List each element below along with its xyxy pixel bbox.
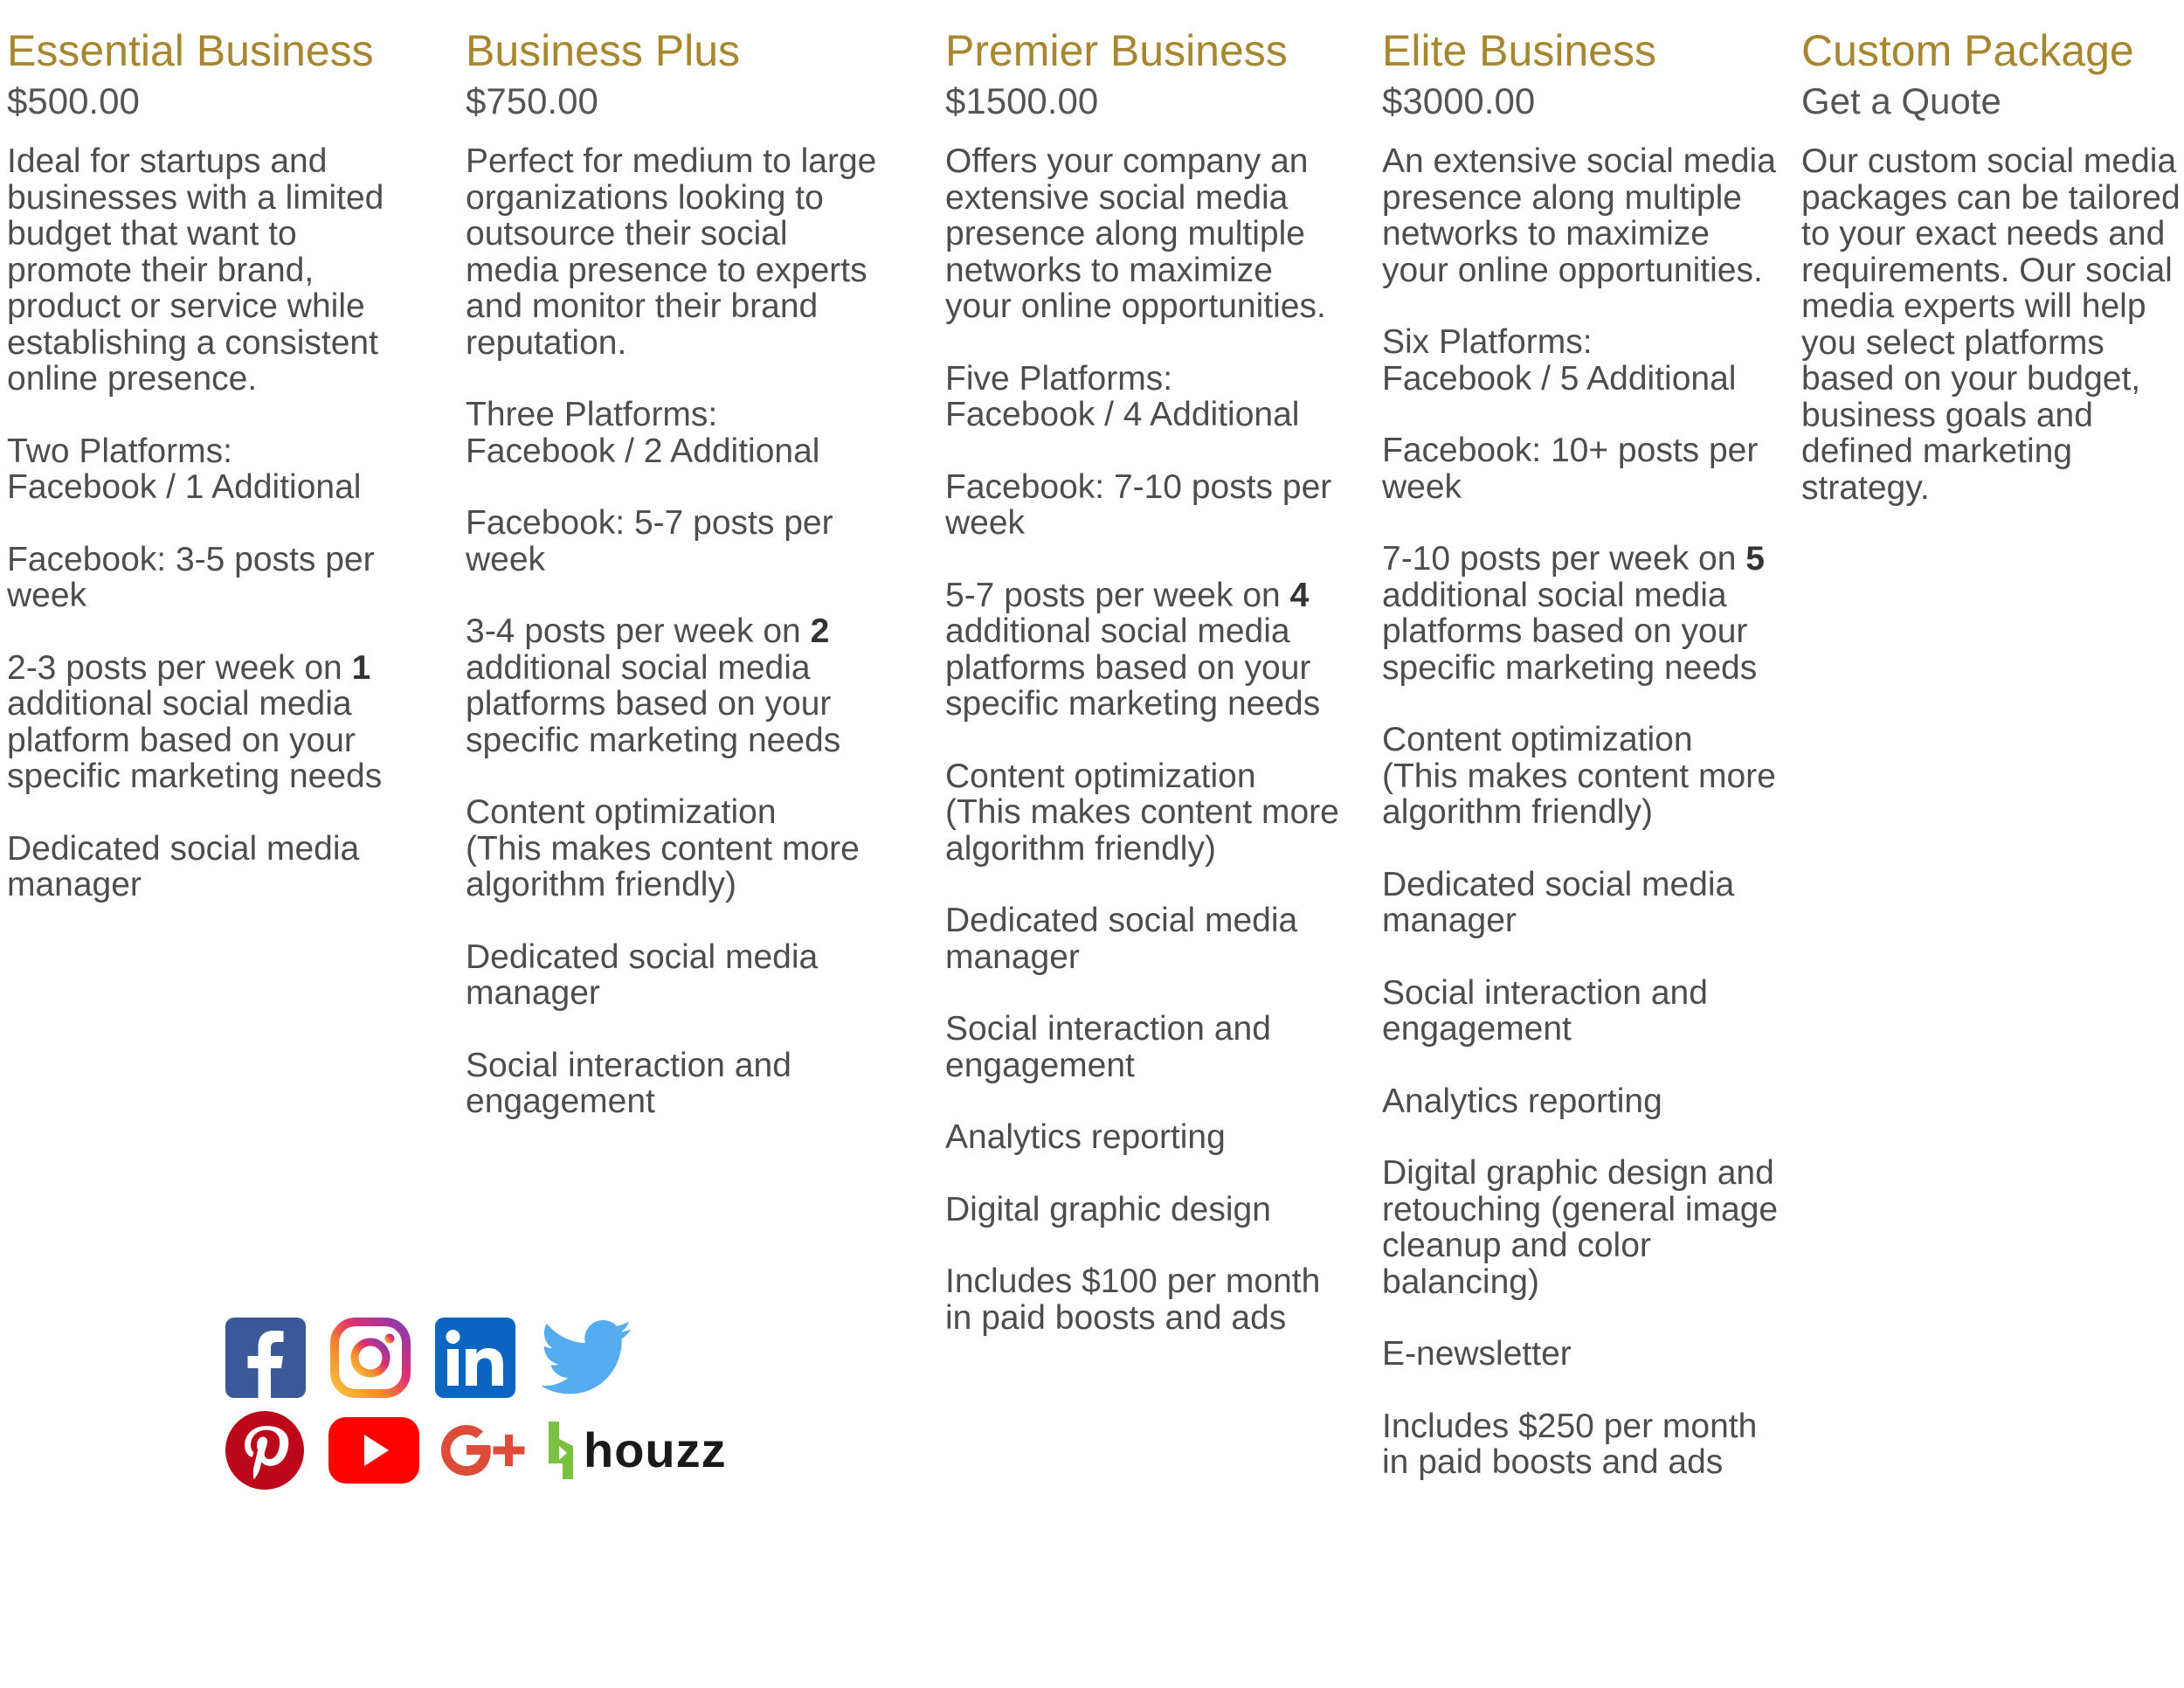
text-line: Five Platforms: — [945, 359, 1173, 398]
social-icons-row-2 — [225, 1411, 727, 1490]
posts-prefix: 5-7 posts per week on — [945, 576, 1290, 614]
text-line: An extensive social media — [1382, 142, 1776, 180]
text-line: reputation. — [466, 323, 627, 362]
text-line: to your exact needs and — [1801, 215, 2166, 253]
package-platforms — [466, 397, 920, 469]
text-line: platforms based on your — [466, 685, 832, 723]
text-line: Digital graphic design and — [1382, 1154, 1774, 1192]
package-facebook-posts — [945, 469, 1373, 542]
text-line: cleanup and color — [1382, 1227, 1651, 1264]
text-line: Offers your company an — [945, 142, 1309, 180]
facebook-icon — [225, 1318, 306, 1398]
houzz-wordmark: houzz — [584, 1422, 727, 1477]
platform-count: 4 — [1289, 576, 1310, 614]
text-line — [7, 650, 444, 687]
package-feature — [466, 794, 920, 903]
package-facebook-posts — [7, 542, 444, 614]
text-line: Perfect for medium to large — [466, 142, 877, 180]
text-line: requirements. Our social — [1801, 251, 2173, 289]
package-title: Premier Business — [945, 26, 1288, 75]
package-custom-package — [1801, 24, 2181, 542]
text-line: online presence. — [7, 360, 258, 398]
text-line: manager — [1382, 902, 1517, 939]
text-line: Facebook / 5 Additional — [1382, 359, 1737, 398]
package-facebook-posts — [466, 505, 920, 578]
text-line: engagement — [466, 1083, 655, 1120]
text-line: retouching (general image — [1382, 1190, 1779, 1228]
text-line: balancing) — [1382, 1263, 1539, 1301]
text-line: Three Platforms: — [466, 396, 718, 433]
package-facebook-posts — [1382, 432, 1801, 505]
text-line: Facebook: 10+ posts per — [1382, 432, 1759, 469]
twitter-icon — [542, 1319, 632, 1396]
package-title: Elite Business — [1382, 26, 1657, 75]
text-line: additional social media — [466, 648, 811, 687]
text-line: algorithm friendly) — [466, 866, 736, 903]
text-line: your online opportunities. — [1382, 251, 1763, 289]
text-line: manager — [945, 937, 1080, 976]
google-plus-icon — [435, 1417, 533, 1484]
package-price: $1500.00 — [945, 80, 1099, 121]
text-line: Facebook: 7-10 posts per — [945, 467, 1332, 506]
text-line — [466, 613, 920, 650]
package-feature — [1382, 722, 1801, 831]
social-icons-row-1 — [225, 1318, 632, 1398]
package-description — [1382, 143, 1801, 288]
package-feature — [945, 1011, 1373, 1083]
package-elite-business — [1382, 24, 1801, 1517]
text-line: algorithm friendly) — [1382, 793, 1653, 831]
youtube-icon — [328, 1417, 419, 1484]
text-line: budget that want to — [7, 215, 297, 253]
text-line: your online opportunities. — [945, 287, 1326, 325]
text-line: specific marketing needs — [466, 721, 841, 759]
text-line — [1382, 541, 1801, 578]
text-line: additional social media — [945, 612, 1290, 650]
text-line: Includes $250 per month — [1382, 1407, 1758, 1445]
text-line: Facebook / 2 Additional — [466, 432, 820, 470]
package-additional-posts — [466, 613, 920, 758]
text-line: additional social media — [1382, 576, 1727, 614]
houzz-icon — [543, 1422, 578, 1479]
package-feature — [945, 1263, 1373, 1336]
text-line: manager — [466, 974, 600, 1012]
text-line: (This makes content more — [1382, 757, 1776, 795]
text-line: Dedicated social media — [945, 902, 1298, 939]
text-line: business goals and — [1801, 396, 2093, 434]
text-line: specific marketing needs — [7, 758, 383, 795]
text-line: strategy. — [1801, 468, 1930, 507]
package-feature — [945, 903, 1373, 975]
package-platforms — [945, 361, 1373, 433]
text-line: Facebook / 4 Additional — [945, 396, 1300, 433]
text-line: (This makes content more — [945, 793, 1339, 831]
package-feature — [7, 831, 444, 903]
text-line: engagement — [945, 1046, 1135, 1084]
package-feature — [466, 1048, 920, 1120]
package-premier-business — [945, 24, 1373, 1372]
package-essential-business — [7, 24, 444, 939]
text-line: algorithm friendly) — [945, 829, 1216, 868]
package-additional-posts — [7, 650, 444, 795]
text-line: Social interaction and — [945, 1010, 1271, 1048]
package-price: $500.00 — [7, 80, 140, 121]
text-line: organizations looking to — [466, 178, 824, 217]
text-line: manager — [7, 866, 142, 903]
text-line: defined marketing — [1801, 432, 2073, 470]
package-feature — [1382, 867, 1801, 939]
package-description — [945, 143, 1373, 325]
text-line: Facebook: 5-7 posts per — [466, 504, 833, 542]
text-line: Our custom social media — [1801, 142, 2177, 180]
platform-count: 2 — [810, 612, 830, 650]
text-line: engagement — [1382, 1010, 1572, 1048]
package-feature — [945, 1119, 1373, 1156]
text-line: Dedicated social media — [7, 829, 360, 868]
package-additional-posts — [945, 578, 1373, 723]
text-line: you select platforms — [1801, 323, 2105, 362]
package-description — [7, 143, 444, 398]
package-feature — [1382, 1155, 1801, 1300]
text-line: week — [1382, 467, 1462, 506]
package-price: $750.00 — [466, 80, 598, 121]
text-line: in paid boosts and ads — [1382, 1443, 1724, 1481]
text-line: Facebook: 3-5 posts per — [7, 540, 375, 578]
text-line: packages can be tailored — [1801, 178, 2181, 217]
package-feature — [1382, 1336, 1801, 1373]
text-line: specific marketing needs — [1382, 648, 1758, 687]
package-title: Essential Business — [7, 26, 374, 75]
text-line: Digital graphic design — [945, 1190, 1271, 1228]
package-price: $3000.00 — [1382, 80, 1536, 121]
text-line: specific marketing needs — [945, 685, 1321, 723]
text-line: platforms based on your — [1382, 612, 1748, 650]
package-feature — [466, 939, 920, 1012]
text-line: Social interaction and — [1382, 973, 1708, 1012]
package-feature — [945, 1192, 1373, 1228]
instagram-icon — [330, 1318, 411, 1398]
text-line: Two Platforms: — [7, 432, 232, 470]
package-additional-posts — [1382, 541, 1801, 686]
text-line: week — [466, 540, 546, 578]
text-line: based on your budget, — [1801, 360, 2141, 398]
text-line: networks to maximize — [1382, 215, 1710, 253]
text-line: Six Platforms: — [1382, 323, 1593, 361]
text-line: Ideal for startups and — [7, 142, 328, 180]
text-line: week — [945, 504, 1026, 542]
package-feature — [1382, 975, 1801, 1048]
posts-prefix: 3-4 posts per week on — [466, 612, 811, 650]
package-title: Business Plus — [466, 26, 741, 75]
text-line: (This makes content more — [466, 829, 860, 868]
text-line: in paid boosts and ads — [945, 1298, 1287, 1337]
text-line: promote their brand, — [7, 251, 314, 289]
text-line: Facebook / 1 Additional — [7, 468, 362, 506]
posts-prefix: 7-10 posts per week on — [1382, 540, 1746, 578]
package-feature — [1382, 1408, 1801, 1481]
package-description — [1801, 142, 2181, 507]
platform-count: 5 — [1745, 540, 1765, 578]
text-line: week — [7, 577, 87, 614]
package-feature — [1382, 1083, 1801, 1120]
platform-count: 1 — [351, 648, 371, 687]
text-line: establishing a consistent — [7, 323, 378, 362]
posts-prefix: 2-3 posts per week on — [7, 648, 352, 687]
text-line: Includes $100 per month — [945, 1263, 1321, 1300]
text-line: outsource their social — [466, 215, 788, 253]
text-line: media presence to experts — [466, 251, 867, 289]
text-line: and monitor their brand — [466, 287, 819, 325]
package-price: Get a Quote — [1801, 80, 2001, 121]
linkedin-icon — [435, 1318, 515, 1398]
text-line: presence along multiple — [1382, 178, 1742, 217]
text-line: Dedicated social media — [1382, 865, 1735, 903]
text-line: businesses with a limited — [7, 178, 384, 217]
text-line: E-newsletter — [1382, 1335, 1572, 1373]
text-line: Social interaction and — [466, 1046, 791, 1084]
text-line: Analytics reporting — [945, 1118, 1226, 1156]
text-line: media experts will help — [1801, 287, 2146, 325]
text-line — [945, 578, 1373, 614]
text-line: extensive social media — [945, 178, 1289, 217]
package-business-plus — [466, 24, 920, 1156]
package-platforms — [1382, 324, 1801, 397]
text-line: product or service while — [7, 287, 365, 325]
text-line: Content optimization — [466, 793, 777, 831]
package-description — [466, 143, 920, 361]
text-line: additional social media — [7, 685, 352, 723]
package-feature — [945, 758, 1373, 868]
text-line: Dedicated social media — [466, 937, 819, 976]
package-platforms — [7, 433, 444, 506]
text-line: Content optimization — [1382, 721, 1693, 758]
package-title: Custom Package — [1801, 26, 2134, 75]
text-line: platforms based on your — [945, 648, 1311, 687]
text-line: Analytics reporting — [1382, 1082, 1662, 1120]
text-line: networks to maximize — [945, 251, 1273, 289]
pinterest-icon — [225, 1411, 304, 1490]
text-line: Content optimization — [945, 757, 1256, 795]
text-line: platform based on your — [7, 721, 356, 759]
text-line: presence along multiple — [945, 215, 1305, 253]
